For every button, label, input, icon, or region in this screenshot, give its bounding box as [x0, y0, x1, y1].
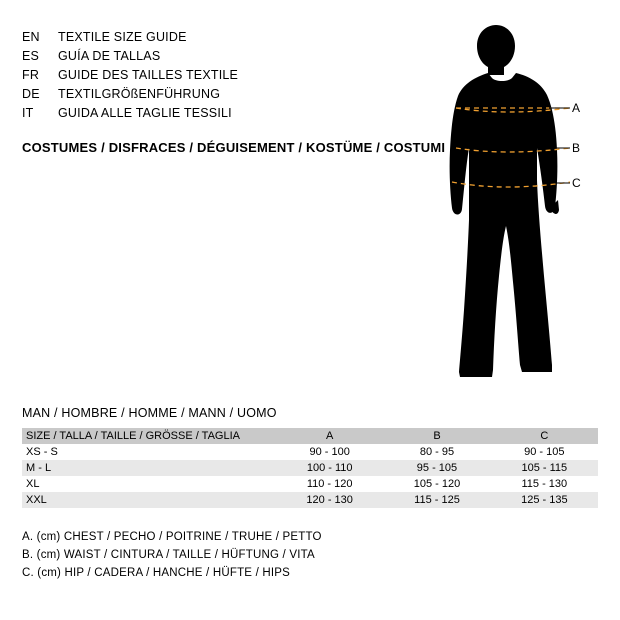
- language-row: [22, 30, 402, 49]
- table-header-row: [22, 428, 598, 444]
- language-code: FR: [22, 68, 40, 82]
- language-title: GUÍA DE TALLAS: [58, 49, 161, 63]
- language-title: TEXTILGRÖßENFÜHRUNG: [58, 87, 221, 101]
- language-code: ES: [22, 49, 40, 63]
- waist-curve: [456, 148, 570, 152]
- language-code: IT: [22, 106, 34, 120]
- cell-b: 80 - 95: [419, 446, 455, 458]
- cell-c: 115 - 130: [521, 478, 568, 490]
- cell-size: XL: [26, 478, 40, 490]
- cell-a: 90 - 100: [309, 446, 350, 458]
- language-row: [22, 106, 402, 125]
- legend: [22, 528, 322, 582]
- language-code: DE: [22, 87, 40, 101]
- language-title: TEXTILE SIZE GUIDE: [58, 30, 187, 44]
- cell-c: 90 - 105: [524, 446, 565, 458]
- measurement-lines: [430, 20, 610, 390]
- cell-b: 105 - 120: [413, 478, 461, 490]
- table-heading: MAN / HOMBRE / HOMME / MANN / UOMO: [22, 406, 277, 420]
- language-title: GUIDA ALLE TAGLIE TESSILI: [58, 106, 232, 120]
- cell-c: 105 - 115: [521, 462, 568, 474]
- table-row: [22, 476, 598, 492]
- header-c: C: [540, 430, 549, 442]
- language-row: [22, 68, 402, 87]
- header-b: B: [433, 430, 441, 442]
- costumes-heading: COSTUMES / DISFRACES / DÉGUISEMENT / KOSTÜME / COSTUMI: [22, 140, 446, 155]
- cell-a: 120 - 130: [306, 494, 353, 506]
- cell-size: M - L: [26, 462, 52, 474]
- cell-b: 115 - 125: [414, 494, 460, 506]
- language-title: GUIDE DES TAILLES TEXTILE: [58, 68, 239, 82]
- legend-line-a: A. (cm) CHEST / PECHO / POITRINE / TRUHE / PETTO: [22, 531, 322, 543]
- legend-line-c: C. (cm) HIP / CADERA / HANCHE / HÜFTE / HIPS: [22, 567, 291, 579]
- language-code: EN: [22, 30, 40, 44]
- cell-a: 110 - 120: [306, 478, 353, 490]
- header-a: A: [325, 430, 334, 442]
- table-row: [22, 492, 598, 508]
- cell-a: 100 - 110: [306, 462, 353, 474]
- language-row: [22, 87, 402, 106]
- table-row: [22, 460, 598, 476]
- cell-c: 125 - 135: [521, 494, 568, 506]
- label-b: B: [572, 141, 581, 155]
- cell-size: XS - S: [26, 446, 58, 458]
- legend-line-b: B. (cm) WAIST / CINTURA / TAILLE / HÜFTUNG / VITA: [22, 549, 315, 561]
- cell-size: XXL: [26, 494, 47, 506]
- table-row: [22, 444, 598, 460]
- cell-b: 95 - 105: [416, 462, 458, 474]
- label-a: A: [572, 101, 581, 115]
- size-table: [22, 428, 598, 508]
- language-list: [22, 30, 402, 125]
- label-c: C: [572, 176, 581, 190]
- figure-illustration: [430, 20, 610, 390]
- language-row: [22, 49, 402, 68]
- header-size: SIZE / TALLA / TAILLE / GRÖSSE / TAGLIA: [26, 430, 240, 442]
